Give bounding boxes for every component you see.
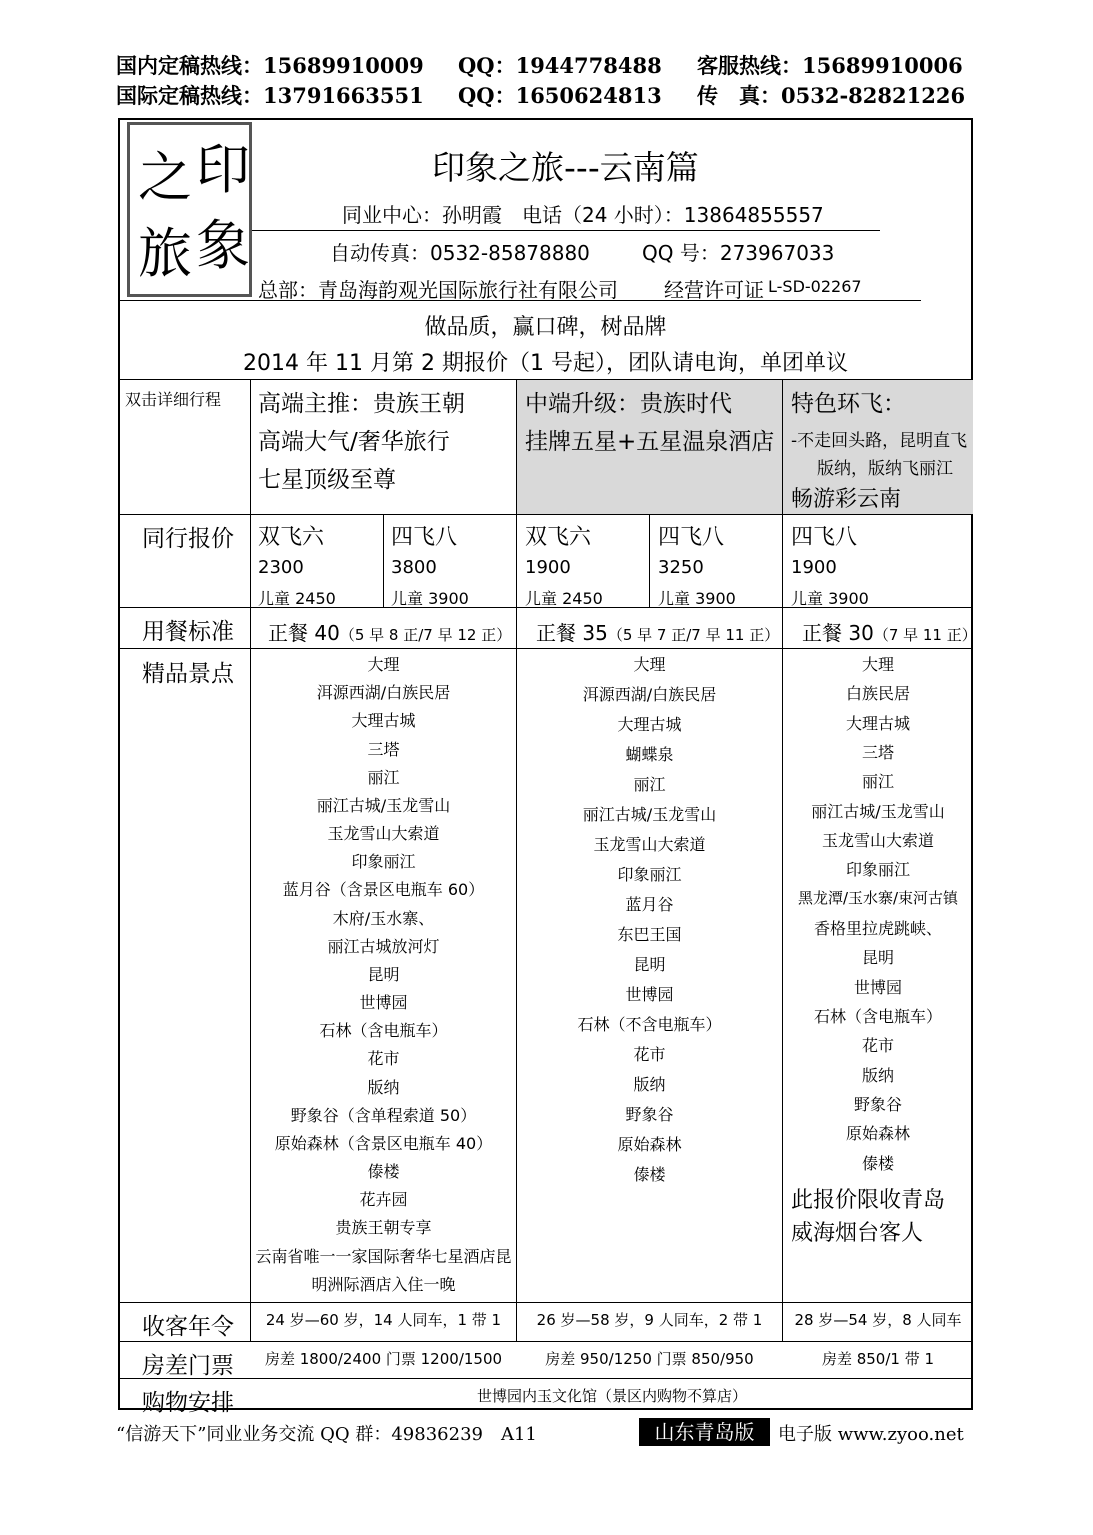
spot-item: 大理 — [633, 655, 666, 674]
logo — [127, 122, 252, 297]
spot-item: 傣楼 — [633, 1165, 666, 1184]
spot-item: 木府/玉水寨、 — [332, 908, 435, 928]
spot-item: 丽江 — [861, 772, 894, 792]
spot-item: 昆明 — [633, 955, 666, 974]
spot-item: 世博园 — [359, 993, 408, 1013]
spot-item: 玉龙雪山大索道 — [821, 831, 934, 850]
price-note-line: 威海烟台客人 — [791, 1221, 924, 1246]
row-line — [118, 1302, 973, 1303]
spot-item: 野象谷（含单程索道 50） — [290, 1105, 477, 1125]
spots-column-1 — [251, 652, 516, 1300]
spot-item: 石林（不含电瓶车） — [577, 1015, 722, 1034]
price-1-child: 儿童 2450 — [258, 589, 336, 608]
spot-item: 三塔 — [367, 739, 400, 759]
product-3-line: 畅游彩云南 — [791, 487, 902, 512]
product-3-line: -不走回头路，昆明直飞 — [791, 431, 968, 451]
age-label: 收客年令 — [142, 1314, 234, 1340]
spot-item: 大理古城 — [351, 711, 416, 731]
product-2-line: 挂牌五星+五星温泉酒店 — [525, 429, 775, 455]
product-3-line: 版纳，版纳飞丽江 — [817, 459, 953, 479]
spots-column-3 — [783, 652, 973, 1180]
service-hotline: 客服热线：15689910006 — [697, 53, 963, 78]
spot-item: 蓝月谷 — [625, 895, 674, 914]
product-3 — [783, 380, 973, 515]
spot-item: 野象谷 — [853, 1095, 902, 1114]
spot-item: 三塔 — [861, 743, 894, 762]
spot-item: 云南省唯一一家国际奢华七星酒店昆 — [255, 1246, 512, 1266]
price-4-adult: 3250 — [658, 557, 704, 578]
row-line — [118, 648, 973, 649]
logo-char-1: 印 — [196, 138, 250, 201]
age-2: 26 岁—58 岁，9 人同车，2 带 1 — [536, 1311, 763, 1329]
meal-3-main: 正餐 30 — [802, 621, 874, 645]
spot-item: 花卉园 — [359, 1190, 408, 1210]
spot-item: 原始森林 — [617, 1135, 682, 1154]
meal-1-detail: （5 早 8 正/7 早 12 正） — [339, 626, 512, 644]
spot-item: 世博园 — [625, 985, 674, 1004]
detail-itinerary-label[interactable]: 双击详细行程 — [125, 390, 222, 409]
license-number: L-SD-02267 — [768, 277, 862, 296]
divider — [118, 300, 921, 301]
spot-item: 丽江古城放河灯 — [327, 936, 440, 956]
price-3-child: 儿童 2450 — [525, 589, 603, 608]
product-1-line: 高端主推：贵族王朝 — [258, 391, 465, 417]
spot-item: 昆明 — [861, 948, 894, 968]
spot-item: 丽江 — [633, 775, 666, 794]
price-label: 同行报价 — [142, 526, 234, 552]
price-5-name: 四飞八 — [791, 525, 858, 550]
footer-qq-group: “信游天下”同业业务交流 QQ 群：49836239 A11 — [116, 1424, 537, 1445]
spot-item: 香格里拉虎跳峡、 — [813, 919, 942, 938]
price-2-adult: 3800 — [391, 557, 437, 578]
room-label: 房差门票 — [142, 1353, 234, 1379]
spot-item: 原始森林（含景区电瓶车 40） — [274, 1133, 493, 1153]
meal-3 — [802, 617, 977, 646]
spot-item: 印象丽江 — [617, 865, 682, 884]
meal-1 — [268, 617, 511, 646]
price-period: 2014 年 11 月第 2 期报价（1 号起），团队请电询，单团单议 — [243, 351, 848, 376]
spot-item: 印象丽江 — [845, 860, 910, 880]
spot-item: 花市 — [367, 1049, 400, 1069]
meal-2 — [536, 617, 779, 646]
page-title: 印象之旅---云南篇 — [432, 148, 699, 187]
logo-char-4: 旅 — [138, 222, 192, 285]
room-1: 房差 1800/2400 门票 1200/1500 — [264, 1350, 503, 1368]
spot-item: 玉龙雪山大索道 — [593, 835, 706, 854]
spot-item: 原始森林 — [845, 1124, 910, 1144]
spot-item: 明洲际酒店入住一晚 — [311, 1274, 456, 1294]
spot-item: 玉龙雪山大索道 — [327, 824, 440, 844]
row-line — [118, 1378, 973, 1379]
col-line — [383, 515, 384, 607]
spot-item: 大理 — [861, 655, 894, 674]
spot-item: 丽江古城/玉龙雪山 — [811, 801, 945, 821]
spot-item: 石林（含电瓶车） — [813, 1007, 942, 1026]
spot-item: 世博园 — [853, 977, 902, 997]
spot-item: 蓝月谷（含景区电瓶车 60） — [282, 880, 485, 900]
divider — [252, 230, 880, 231]
spot-item: 贵族王朝专享 — [335, 1218, 432, 1238]
spot-item: 大理 — [367, 655, 400, 674]
meal-2-main: 正餐 35 — [536, 621, 608, 645]
spot-item: 丽江古城/玉龙雪山 — [582, 805, 717, 824]
spot-item: 版纳 — [861, 1065, 894, 1085]
product-1-line: 高端大气/奢华旅行 — [258, 429, 450, 455]
age-1: 24 岁—60 岁，14 人同车，1 带 1 — [265, 1311, 502, 1329]
spot-item: 石林（含电瓶车） — [319, 1021, 448, 1041]
age-3: 28 岁—54 岁，8 人同车 — [794, 1311, 962, 1329]
spot-item: 大理古城 — [617, 715, 682, 734]
product-1-line: 七星顶级至尊 — [258, 467, 396, 493]
price-1-name: 双飞六 — [258, 525, 325, 550]
spots-label: 精品景点 — [142, 661, 234, 687]
spot-item: 傣楼 — [861, 1153, 894, 1173]
price-5-adult: 1900 — [791, 557, 837, 578]
agency-qq: QQ 号：273967033 — [642, 241, 835, 265]
shopping-label: 购物安排 — [142, 1390, 234, 1416]
price-4-name: 四飞八 — [658, 525, 725, 550]
price-2-child: 儿童 3900 — [391, 589, 469, 608]
spot-item: 大理古城 — [845, 713, 910, 733]
spot-item: 丽江 — [367, 767, 400, 787]
slogan: 做品质，赢口碑，树品牌 — [424, 315, 667, 340]
spot-item: 版纳 — [367, 1077, 400, 1097]
domestic-hotline: 国内定稿热线：15689910009 — [116, 53, 424, 78]
spot-item: 白族民居 — [845, 684, 910, 704]
meal-label: 用餐标准 — [142, 619, 234, 645]
meal-2-detail: （5 早 7 正/7 早 11 正） — [607, 626, 780, 644]
logo-char-2: 象 — [196, 214, 250, 277]
room-2: 房差 950/1250 门票 850/950 — [545, 1350, 754, 1368]
spot-item: 印象丽江 — [351, 852, 416, 872]
room-3: 房差 850/1 带 1 — [821, 1350, 935, 1368]
price-2-name: 四飞八 — [391, 525, 458, 550]
qq-2: QQ：1650624813 — [458, 83, 662, 108]
contact-line: 同业中心：孙明霞 电话（24 小时）：13864855557 — [342, 203, 824, 227]
fax-header: 传 真：0532-82821226 — [697, 83, 966, 108]
row-line — [118, 514, 973, 515]
spot-item: 傣楼 — [367, 1162, 400, 1182]
logo-char-3: 之 — [138, 146, 192, 209]
col-line — [649, 515, 650, 607]
license-label: 经营许可证 — [664, 278, 764, 302]
price-1-adult: 2300 — [258, 557, 304, 578]
edition-badge: 山东青岛版 — [639, 1418, 770, 1446]
price-4-child: 儿童 3900 — [658, 589, 736, 608]
qq-1: QQ：1944778488 — [458, 53, 662, 78]
meal-1-main: 正餐 40 — [268, 621, 340, 645]
spot-item: 东巴王国 — [617, 925, 682, 944]
intl-hotline: 国际定稿热线：13791663551 — [116, 83, 424, 108]
spot-item: 花市 — [861, 1036, 894, 1056]
row-line — [118, 1341, 973, 1342]
spot-item: 花市 — [633, 1045, 666, 1064]
spots-column-2 — [517, 652, 782, 1192]
spot-item: 洱源西湖/白族民居 — [582, 685, 717, 704]
spot-item: 黑龙潭/玉水寨/束河古镇 — [797, 888, 959, 907]
auto-fax: 自动传真：0532-85878880 — [330, 241, 590, 265]
spot-item: 洱源西湖/白族民居 — [316, 683, 451, 703]
meal-3-detail: （7 早 11 正） — [873, 626, 977, 644]
price-note-line: 此报价限收青岛 — [791, 1188, 946, 1213]
spot-item: 野象谷 — [625, 1105, 674, 1124]
price-3-adult: 1900 — [525, 557, 571, 578]
footer-website: 电子版 www.zyoo.net — [778, 1424, 964, 1445]
product-2-line: 中端升级：贵族时代 — [525, 391, 732, 417]
price-3-name: 双飞六 — [525, 525, 592, 550]
spot-item: 丽江古城/玉龙雪山 — [316, 795, 451, 815]
spot-item: 昆明 — [367, 964, 400, 984]
product-3-line: 特色环飞： — [791, 391, 906, 417]
shopping-value: 世博园内玉文化馆（景区内购物不算店） — [476, 1387, 747, 1405]
spot-item: 蝴蝶泉 — [625, 745, 674, 764]
price-5-child: 儿童 3900 — [791, 589, 869, 608]
headquarters: 总部：青岛海韵观光国际旅行社有限公司 — [258, 278, 618, 302]
spot-item: 版纳 — [633, 1075, 666, 1094]
